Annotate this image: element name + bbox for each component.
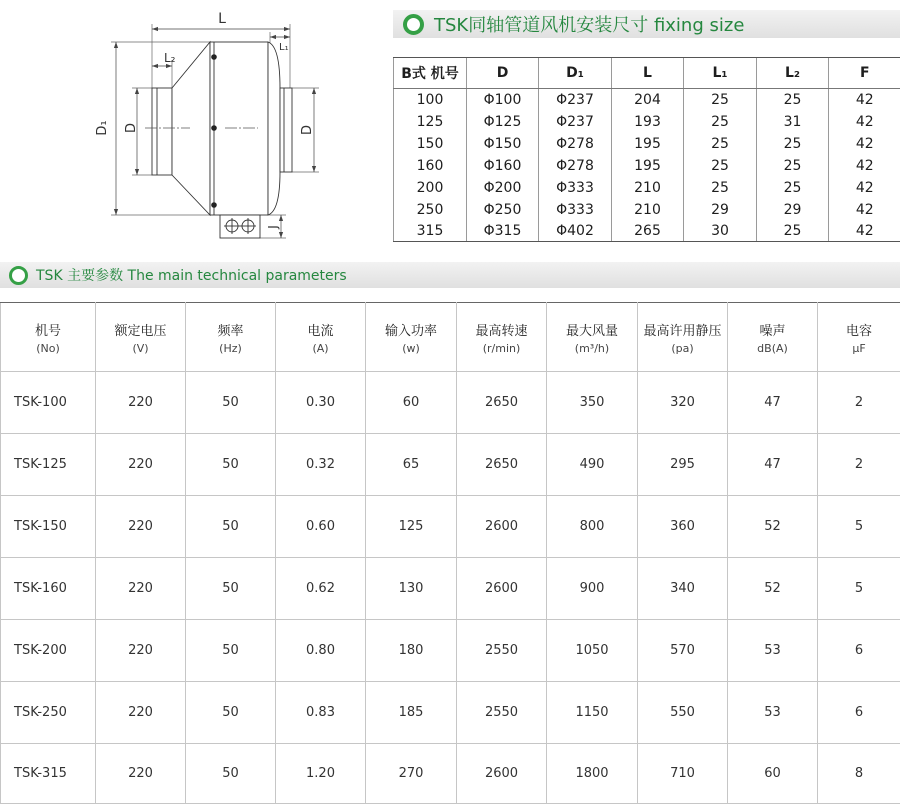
table-cell: Φ237 bbox=[539, 111, 612, 133]
table-cell: 2600 bbox=[457, 496, 547, 558]
column-header-unit: dB(A) bbox=[757, 341, 788, 355]
column-header bbox=[457, 303, 547, 372]
table-row bbox=[394, 177, 900, 199]
column-header: L₁ bbox=[684, 58, 757, 89]
table-cell: 50 bbox=[186, 496, 276, 558]
table-cell: 50 bbox=[186, 372, 276, 434]
model-cell: TSK-250 bbox=[1, 682, 96, 744]
table-row bbox=[394, 155, 900, 177]
column-header bbox=[1, 303, 96, 372]
table-row bbox=[1, 496, 900, 558]
table-cell: 0.62 bbox=[276, 558, 366, 620]
column-header-unit: (pa) bbox=[671, 341, 694, 355]
table-cell: 6 bbox=[818, 682, 900, 744]
parameters-header bbox=[0, 262, 900, 288]
column-header-name: 最大风量 bbox=[565, 323, 618, 339]
table-cell: Φ100 bbox=[467, 89, 539, 111]
table-cell: 50 bbox=[186, 744, 276, 804]
table-cell: Φ333 bbox=[539, 199, 612, 221]
column-header: D₁ bbox=[539, 58, 612, 89]
table-cell: 550 bbox=[638, 682, 728, 744]
mounting-bracket bbox=[220, 215, 260, 238]
table-cell: Φ250 bbox=[467, 199, 539, 221]
table-cell: 1150 bbox=[547, 682, 638, 744]
table-row bbox=[1, 558, 900, 620]
table-cell: 2600 bbox=[457, 744, 547, 804]
table-cell: 210 bbox=[612, 199, 684, 221]
table-cell: 50 bbox=[186, 620, 276, 682]
parameters-header-row bbox=[1, 303, 900, 372]
column-header bbox=[547, 303, 638, 372]
table-cell: 25 bbox=[757, 177, 829, 199]
table-cell: 200 bbox=[394, 177, 467, 199]
table-cell: 25 bbox=[684, 177, 757, 199]
table-cell: 150 bbox=[394, 133, 467, 155]
model-cell: TSK-200 bbox=[1, 620, 96, 682]
fan-body bbox=[152, 42, 292, 215]
table-cell: 25 bbox=[684, 111, 757, 133]
table-cell: 52 bbox=[728, 496, 818, 558]
table-cell: 53 bbox=[728, 682, 818, 744]
column-header-name: 最高转速 bbox=[475, 323, 528, 339]
dimension-label-L: L bbox=[218, 11, 226, 27]
dimension-label-D-inlet: D bbox=[124, 122, 139, 134]
fixing-size-title: TSK同轴管道风机安装尺寸 fixing size bbox=[434, 15, 745, 36]
column-header: B式 机号 bbox=[394, 58, 467, 89]
table-cell: 5 bbox=[818, 496, 900, 558]
table-cell: 25 bbox=[757, 89, 829, 111]
column-header-unit: (m³/h) bbox=[574, 341, 610, 355]
table-cell: 270 bbox=[366, 744, 457, 804]
table-cell: 570 bbox=[638, 620, 728, 682]
column-header-name: 电容 bbox=[845, 323, 872, 339]
table-cell: 42 bbox=[829, 221, 900, 242]
column-header-unit: (r/min) bbox=[482, 341, 521, 355]
table-cell: 5 bbox=[818, 558, 900, 620]
table-cell: 185 bbox=[366, 682, 457, 744]
table-cell: 2600 bbox=[457, 558, 547, 620]
table-cell: Φ315 bbox=[467, 221, 539, 242]
table-cell: 8 bbox=[818, 744, 900, 804]
column-header-name: 噪声 bbox=[759, 323, 786, 339]
table-cell: 42 bbox=[829, 89, 900, 111]
column-header bbox=[728, 303, 818, 372]
model-cell: TSK-160 bbox=[1, 558, 96, 620]
table-cell: 25 bbox=[757, 221, 829, 242]
table-cell: 265 bbox=[612, 221, 684, 242]
table-cell: 65 bbox=[366, 434, 457, 496]
table-cell: 42 bbox=[829, 177, 900, 199]
table-cell: 320 bbox=[638, 372, 728, 434]
ring-icon bbox=[403, 14, 424, 35]
table-cell: Φ150 bbox=[467, 133, 539, 155]
column-header-name: 频率 bbox=[217, 323, 244, 339]
table-cell: 25 bbox=[757, 155, 829, 177]
table-cell: 490 bbox=[547, 434, 638, 496]
table-cell: 0.80 bbox=[276, 620, 366, 682]
table-cell: 350 bbox=[547, 372, 638, 434]
column-header: D bbox=[467, 58, 539, 89]
column-header bbox=[818, 303, 900, 372]
fan-dimension-diagram bbox=[0, 0, 390, 250]
dimension-label-J: J bbox=[266, 225, 280, 229]
table-cell: 160 bbox=[394, 155, 467, 177]
column-header-unit: (No) bbox=[36, 341, 60, 355]
table-cell: 60 bbox=[366, 372, 457, 434]
table-cell: 1.20 bbox=[276, 744, 366, 804]
column-header-name: 输入功率 bbox=[384, 323, 437, 339]
table-cell: 53 bbox=[728, 620, 818, 682]
table-cell: 60 bbox=[728, 744, 818, 804]
table-cell: 0.83 bbox=[276, 682, 366, 744]
fixing-size-header-row bbox=[394, 58, 900, 89]
table-cell: 220 bbox=[96, 744, 186, 804]
table-cell: 360 bbox=[638, 496, 728, 558]
table-cell: 193 bbox=[612, 111, 684, 133]
technical-parameters-table bbox=[0, 302, 900, 804]
table-cell: 25 bbox=[757, 133, 829, 155]
table-cell: Φ125 bbox=[467, 111, 539, 133]
column-header-unit: (V) bbox=[132, 341, 149, 355]
table-cell: 6 bbox=[818, 620, 900, 682]
table-row bbox=[1, 434, 900, 496]
table-cell: 1050 bbox=[547, 620, 638, 682]
table-row bbox=[394, 133, 900, 155]
column-header-unit: (Hz) bbox=[219, 341, 242, 355]
table-cell: 2550 bbox=[457, 682, 547, 744]
column-header bbox=[366, 303, 457, 372]
table-row bbox=[394, 199, 900, 221]
fixing-size-table-body bbox=[394, 89, 900, 242]
table-cell: 47 bbox=[728, 434, 818, 496]
table-cell: 2 bbox=[818, 434, 900, 496]
column-header-name: 机号 bbox=[34, 323, 61, 339]
table-cell: 2650 bbox=[457, 434, 547, 496]
table-cell: 2650 bbox=[457, 372, 547, 434]
table-cell: 100 bbox=[394, 89, 467, 111]
table-cell: Φ237 bbox=[539, 89, 612, 111]
table-cell: Φ278 bbox=[539, 155, 612, 177]
column-header bbox=[638, 303, 728, 372]
table-cell: 710 bbox=[638, 744, 728, 804]
column-header-name: 额定电压 bbox=[114, 323, 167, 339]
table-cell: 220 bbox=[96, 496, 186, 558]
column-header-unit: (A) bbox=[312, 341, 329, 355]
column-header bbox=[276, 303, 366, 372]
table-row bbox=[394, 221, 900, 242]
table-cell: 0.32 bbox=[276, 434, 366, 496]
fixing-size-table bbox=[393, 57, 900, 242]
column-header-name: 最高许用静压 bbox=[643, 323, 722, 339]
column-header: L bbox=[612, 58, 684, 89]
ring-icon bbox=[9, 266, 28, 285]
column-header bbox=[186, 303, 276, 372]
table-cell: 0.30 bbox=[276, 372, 366, 434]
model-cell: TSK-125 bbox=[1, 434, 96, 496]
column-header: F bbox=[829, 58, 900, 89]
table-cell: 29 bbox=[757, 199, 829, 221]
table-cell: 25 bbox=[684, 89, 757, 111]
table-cell: 0.60 bbox=[276, 496, 366, 558]
table-cell: 29 bbox=[684, 199, 757, 221]
model-cell: TSK-315 bbox=[1, 744, 96, 804]
table-cell: 2 bbox=[818, 372, 900, 434]
table-row bbox=[1, 744, 900, 804]
table-cell: 220 bbox=[96, 434, 186, 496]
table-cell: 47 bbox=[728, 372, 818, 434]
model-cell: TSK-100 bbox=[1, 372, 96, 434]
table-cell: Φ402 bbox=[539, 221, 612, 242]
table-cell: Φ278 bbox=[539, 133, 612, 155]
table-cell: 42 bbox=[829, 133, 900, 155]
table-cell: 42 bbox=[829, 199, 900, 221]
table-cell: 195 bbox=[612, 133, 684, 155]
table-row bbox=[1, 620, 900, 682]
column-header-name: 电流 bbox=[307, 323, 334, 339]
table-cell: 42 bbox=[829, 111, 900, 133]
table-cell: Φ333 bbox=[539, 177, 612, 199]
table-cell: 220 bbox=[96, 682, 186, 744]
table-cell: Φ200 bbox=[467, 177, 539, 199]
table-cell: 210 bbox=[612, 177, 684, 199]
table-cell: 125 bbox=[394, 111, 467, 133]
table-cell: 52 bbox=[728, 558, 818, 620]
table-cell: 2550 bbox=[457, 620, 547, 682]
table-cell: 250 bbox=[394, 199, 467, 221]
dimension-label-D1: D₁ bbox=[95, 120, 110, 136]
table-cell: 800 bbox=[547, 496, 638, 558]
table-cell: 340 bbox=[638, 558, 728, 620]
column-header-unit: μF bbox=[852, 341, 866, 355]
table-cell: 25 bbox=[684, 133, 757, 155]
table-row bbox=[394, 89, 900, 111]
table-cell: 1800 bbox=[547, 744, 638, 804]
table-cell: 130 bbox=[366, 558, 457, 620]
table-cell: 50 bbox=[186, 434, 276, 496]
parameters-title: TSK 主要参数 The main technical parameters bbox=[36, 268, 347, 284]
table-cell: 30 bbox=[684, 221, 757, 242]
dimension-label-L1: L₁ bbox=[279, 42, 289, 53]
table-cell: 220 bbox=[96, 372, 186, 434]
column-header: L₂ bbox=[757, 58, 829, 89]
table-row bbox=[1, 372, 900, 434]
table-cell: 295 bbox=[638, 434, 728, 496]
table-row bbox=[1, 682, 900, 744]
table-cell: Φ160 bbox=[467, 155, 539, 177]
dimension-label-L2: L₂ bbox=[164, 51, 176, 65]
parameters-table-body bbox=[1, 372, 900, 804]
table-row bbox=[394, 111, 900, 133]
table-cell: 50 bbox=[186, 682, 276, 744]
table-cell: 220 bbox=[96, 558, 186, 620]
table-cell: 315 bbox=[394, 221, 467, 242]
table-cell: 125 bbox=[366, 496, 457, 558]
table-cell: 220 bbox=[96, 620, 186, 682]
table-cell: 42 bbox=[829, 155, 900, 177]
table-cell: 31 bbox=[757, 111, 829, 133]
model-cell: TSK-150 bbox=[1, 496, 96, 558]
table-cell: 180 bbox=[366, 620, 457, 682]
table-cell: 50 bbox=[186, 558, 276, 620]
table-cell: 204 bbox=[612, 89, 684, 111]
column-header-unit: (w) bbox=[402, 341, 420, 355]
table-cell: 25 bbox=[684, 155, 757, 177]
table-cell: 900 bbox=[547, 558, 638, 620]
column-header bbox=[96, 303, 186, 372]
fixing-size-header bbox=[393, 10, 900, 38]
table-cell: 195 bbox=[612, 155, 684, 177]
dimension-label-D-outlet: D bbox=[300, 124, 315, 136]
